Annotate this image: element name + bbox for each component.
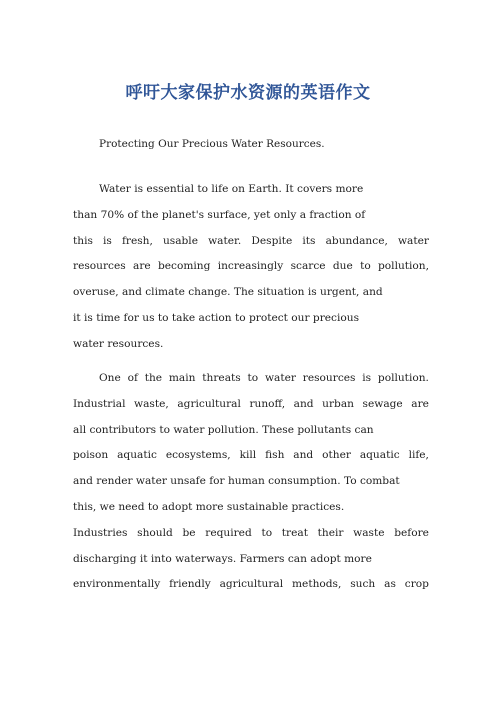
paragraph-line: Water is essential to life on Earth. It covers more <box>99 183 364 195</box>
paragraph-line: water resources. <box>73 337 164 350</box>
paragraph-line: all contributors to water pollution. These pollutants can <box>73 423 374 436</box>
paragraph-line: Industries should be required to treat their waste before <box>73 526 429 539</box>
document-subtitle: Protecting Our Precious Water Resources. <box>99 138 325 150</box>
paragraph-line: One of the main threats to water resources is pollution. <box>99 372 429 384</box>
paragraph-line: it is time for us to take action to protect our precious <box>73 312 360 324</box>
paragraph-line: and render water unsafe for human consumption. To combat <box>73 475 400 488</box>
paragraph-line: Industrial waste, agricultural runoff, and urban sewage are <box>73 397 429 410</box>
paragraph-line: this is fresh, usable water. Despite its abundance, water <box>73 234 429 247</box>
paragraph-line: overuse, and climate change. The situation is urgent, and <box>73 286 383 299</box>
paragraph-line: this, we need to adopt more sustainable practices. <box>73 501 345 513</box>
paragraph-line: environmentally friendly agricultural methods, such as crop <box>73 578 429 591</box>
paragraph-line: discharging it into waterways. Farmers can adopt more <box>73 552 372 565</box>
paragraph-line: poison aquatic ecosystems, kill fish and other aquatic life, <box>73 449 429 462</box>
paragraph-line: than 70% of the planet's surface, yet only a fraction of <box>73 208 366 221</box>
document-title: 呼吁大家保护水资源的英语作文 <box>125 83 371 103</box>
paragraph-line: resources are becoming increasingly scarce due to pollution, <box>73 260 429 273</box>
